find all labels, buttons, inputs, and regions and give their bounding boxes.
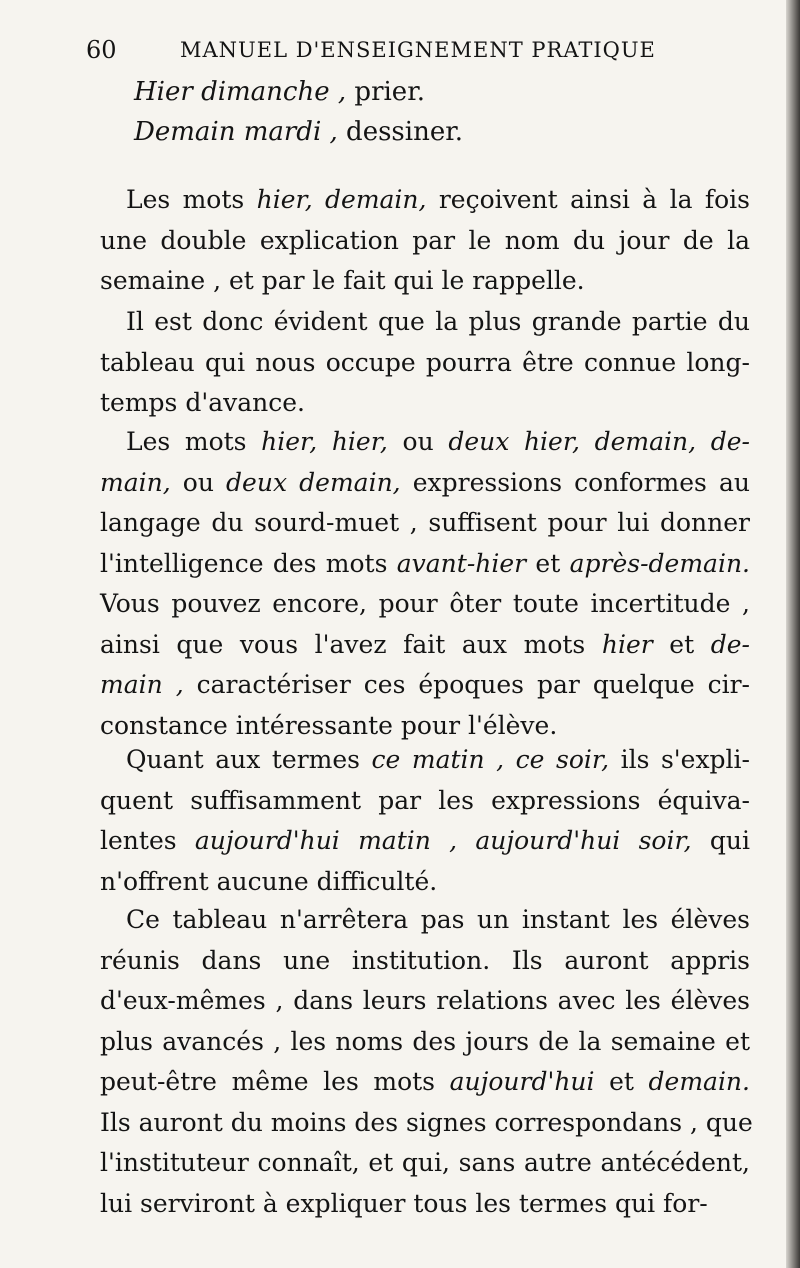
- text-run: Quant aux termes: [126, 745, 372, 774]
- text-line: [100, 625, 750, 665]
- text-run: lentes: [100, 826, 195, 855]
- text-line: [100, 941, 750, 981]
- text-line: [100, 821, 750, 861]
- text-run: et: [594, 1067, 649, 1096]
- text-run: réunis dans une institution. Ils auront appris: [100, 945, 750, 975]
- text-run: d'eux-mêmes , dans leurs relations avec les élèves: [100, 986, 750, 1015]
- text-line: [100, 180, 750, 220]
- verse-italic: Demain mardi ,: [134, 117, 338, 147]
- text-line: [100, 781, 750, 821]
- text-run: constance intéressante pour l'élève.: [100, 710, 558, 740]
- text-run: plus avancés , les noms des jours de la semaine et: [100, 1026, 750, 1056]
- italic-run: ce matin , ce soir,: [371, 745, 610, 774]
- italic-run: avant-hier: [396, 548, 527, 578]
- text-run: quent suffisamment par les expressions équiva-: [100, 785, 750, 815]
- text-line: [100, 221, 750, 261]
- italic-run: main ,: [100, 670, 184, 699]
- italic-run: hier: [601, 629, 653, 659]
- text-run: n'offrent aucune difficulté.: [100, 866, 438, 896]
- italic-run: demain.: [648, 1067, 750, 1096]
- text-line: [100, 383, 750, 423]
- text-line: [100, 1184, 750, 1224]
- text-run: Vous pouvez encore, pour ôter toute incertitude ,: [100, 589, 750, 618]
- italic-run: de-: [710, 629, 750, 659]
- text-run: ou: [170, 467, 227, 497]
- text-line: [100, 343, 750, 383]
- running-head: MANUEL D'ENSEIGNEMENT PRATIQUE: [180, 38, 656, 62]
- text-run: Il est donc évident que la plus grande partie du: [126, 307, 750, 336]
- text-run: une double explication par le nom du jour de la: [100, 225, 750, 255]
- italic-run: aujourd'hui matin , aujourd'hui soir,: [194, 826, 692, 855]
- text-run: Ce tableau n'arrêtera pas un instant les élèves: [126, 905, 750, 934]
- text-run: et: [526, 548, 570, 578]
- text-line: [100, 503, 750, 543]
- text-run: ainsi que vous l'avez fait aux mots: [100, 629, 602, 659]
- text-line: [100, 1062, 750, 1102]
- text-run: l'instituteur connaît, et qui, sans autre antécédent,: [100, 1148, 750, 1177]
- text-line: [100, 422, 750, 462]
- page-header: [86, 30, 766, 70]
- text-line: [100, 584, 750, 624]
- text-line: [100, 981, 750, 1021]
- text-run: ou: [387, 427, 449, 456]
- text-run: et: [652, 629, 711, 659]
- text-run: expressions conformes au: [400, 467, 750, 497]
- text-run: lui serviront à expliquer tous les termes qui for-: [100, 1188, 708, 1218]
- text-run: langage du sourd-muet , suffisent pour lui donner: [100, 508, 750, 537]
- verse-text: prier.: [346, 77, 426, 107]
- text-run: reçoivent ainsi à la fois: [426, 185, 750, 214]
- text-run: qui: [691, 826, 750, 855]
- text-line: [100, 900, 750, 940]
- italic-run: après-demain.: [569, 548, 750, 578]
- text-run: tableau qui nous occupe pourra être connue long-: [100, 347, 750, 377]
- text-run: caractériser ces époques par quelque cir-: [183, 670, 750, 699]
- text-line: [100, 740, 750, 780]
- page-edge-shadow: [786, 0, 800, 1268]
- text-run: l'intelligence des mots: [100, 548, 397, 578]
- text-line: [100, 1022, 750, 1062]
- text-run: Ils auront du moins des signes correspondans , que: [100, 1107, 753, 1137]
- text-run: semaine , et par le fait qui le rappelle.: [100, 266, 585, 295]
- text-run: peut-être même les mots: [100, 1067, 450, 1096]
- body-text: [100, 70, 753, 1250]
- page-number: 60: [86, 36, 117, 64]
- text-run: ils s'expli-: [609, 745, 751, 774]
- text-line: [100, 862, 750, 902]
- text-run: Les mots: [126, 185, 257, 214]
- italic-run: hier, demain,: [256, 185, 427, 214]
- verse-italic: Hier dimanche ,: [134, 77, 347, 107]
- text-line: [100, 665, 750, 705]
- text-line: [100, 463, 750, 503]
- italic-run: main,: [100, 467, 171, 497]
- text-run: Les mots: [126, 427, 262, 456]
- italic-run: hier, hier,: [261, 427, 388, 456]
- italic-run: deux demain,: [226, 467, 401, 497]
- italic-run: deux hier, demain, de-: [448, 427, 750, 456]
- text-run: temps d'avance.: [100, 388, 305, 417]
- text-line: [100, 1143, 750, 1183]
- text-line: [100, 1103, 753, 1143]
- text-line: [100, 544, 750, 584]
- verse-text: dessiner.: [337, 117, 464, 147]
- italic-run: aujourd'hui: [449, 1067, 595, 1096]
- text-line: [100, 302, 750, 342]
- text-line: [100, 261, 750, 301]
